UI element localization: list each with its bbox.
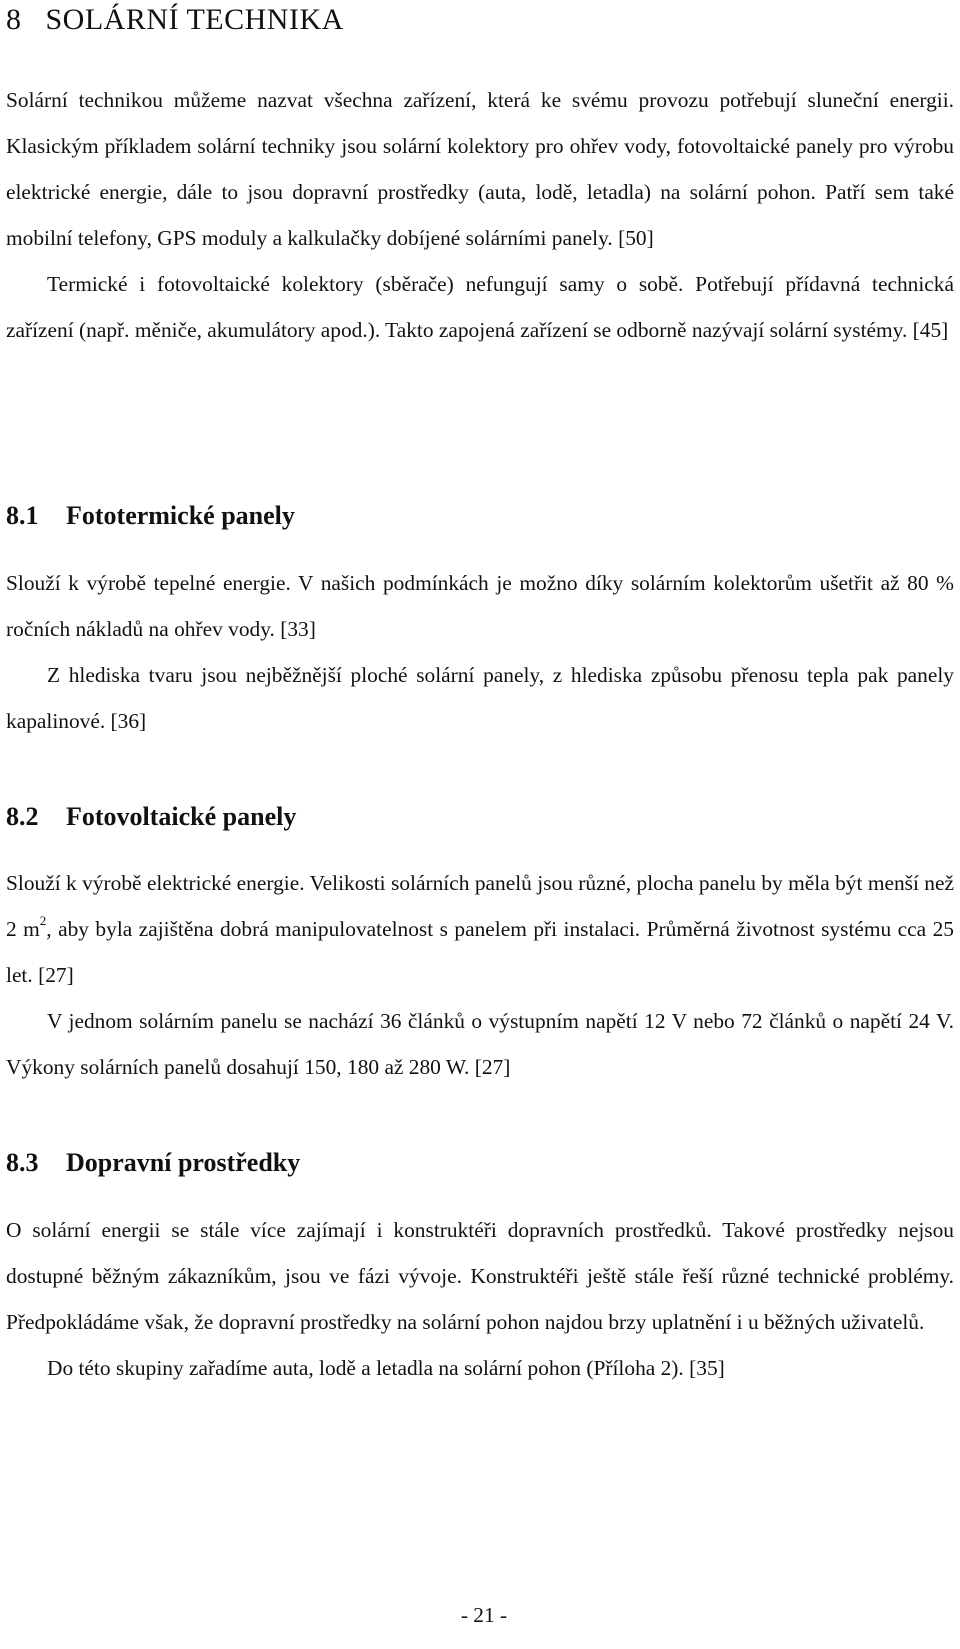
- section-heading-8-1: [6, 499, 295, 533]
- section-body-8-2: [6, 860, 954, 1090]
- paragraph: Do této skupiny zařadíme auta, lodě a letadla na solární pohon (Příloha 2). [35]: [47, 1356, 725, 1380]
- chapter-title: [6, 0, 344, 40]
- text-run: , aby byla zajištěna dobrá manipulovatelnost s panelem při instalaci. Průměrná životnost systému cca 25 let. [27]: [6, 917, 954, 987]
- paragraph: O solární energii se stále více zajímají i konstruktéři dopravních prostředků. Takové prostředky nejsou dostupné běžným zákazníkům, jsou ve fázi vývoje. Konstruktéři ještě stále řeší různé technické problémy. Předpokládáme však, že dopravní prostředky na solární pohon najdou brzy uplatnění i u běžných uživatelů.: [6, 1218, 954, 1334]
- section-number: 8.3: [6, 1148, 39, 1177]
- page-number: - 21 -: [460, 1603, 508, 1627]
- paragraph: Slouží k výrobě tepelné energie. V našich podmínkách je možno díky solárním kolektorům ušetřit až 80 % ročních nákladů na ohřev vody. [33]: [6, 571, 954, 641]
- superscript: 2: [39, 912, 47, 928]
- section-number: 8.1: [6, 501, 39, 530]
- chapter-number: 8: [6, 3, 22, 36]
- paragraph: Termické i fotovoltaické kolektory (sběrače) nefungují samy o sobě. Potřebují přídavná technická zařízení (např. měniče, akumulátory apod.). Takto zapojená zařízení se odborně nazývají solární systémy. [45]: [6, 272, 954, 342]
- chapter-title-text: SOLÁRNÍ TECHNIKA: [45, 3, 344, 36]
- chapter-intro: [6, 77, 954, 353]
- section-heading-8-3: [6, 1146, 300, 1180]
- paragraph: [6, 860, 954, 998]
- section-title-text: Fotovoltaické panely: [66, 802, 297, 831]
- paragraph: V jednom solárním panelu se nachází 36 článků o výstupním napětí 12 V nebo 72 článků o napětí 24 V. Výkony solárních panelů dosahují 150, 180 až 280 W. [27]: [6, 1009, 954, 1079]
- section-heading-8-2: [6, 800, 296, 834]
- section-body-8-1: [6, 560, 954, 744]
- section-number: 8.2: [6, 802, 39, 831]
- text-run: Slouží k výrobě elektrické energie. Velikosti solárních panelů jsou různé, plocha panelu by měla být menší než 2 m: [6, 871, 954, 941]
- paragraph: Solární technikou můžeme nazvat všechna zařízení, která ke svému provozu potřebují sluneční energii. Klasickým příkladem solární techniky jsou solární kolektory pro ohřev vody, fotovoltaické panely pro výrobu elektrické energie, dále to jsou dopravní prostředky (auta, lodě, letadla) na solární pohon. Patří sem také mobilní telefony, GPS moduly a kalkulačky dobíjené solárními panely. [50]: [6, 88, 954, 250]
- section-title-text: Fototermické panely: [66, 501, 295, 530]
- section-body-8-3: [6, 1207, 954, 1391]
- paragraph: Z hlediska tvaru jsou nejběžnější ploché solární panely, z hlediska způsobu přenosu tepla pak panely kapalinové. [36]: [6, 663, 954, 733]
- section-title-text: Dopravní prostředky: [66, 1148, 301, 1177]
